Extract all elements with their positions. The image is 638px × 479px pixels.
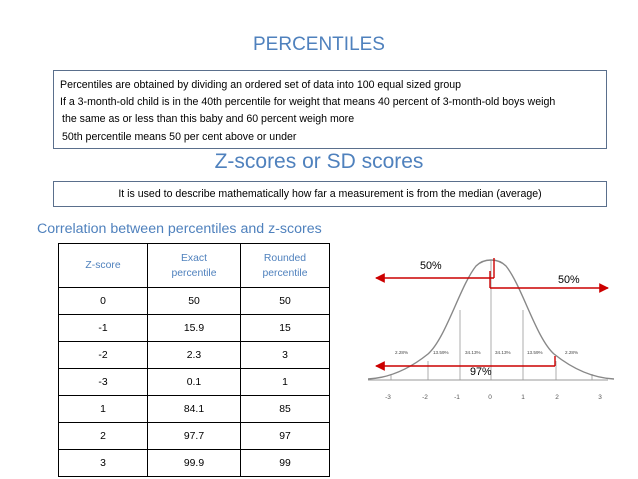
exact-percentile-cell: 15.9	[148, 315, 241, 342]
exact-percentile-cell: 97.7	[148, 423, 241, 450]
zscore-percentile-table	[58, 243, 330, 477]
band-label: 13.59%	[527, 350, 543, 355]
definition-line: Percentiles are obtained by dividing an ordered set of data into 100 equal sized group	[60, 79, 462, 91]
exact-percentile-cell: 2.3	[148, 342, 241, 369]
zscore-title: Z-scores or SD scores	[214, 150, 424, 173]
zscore-cell: -2	[59, 342, 148, 369]
x-tick-label: 2	[555, 394, 559, 401]
exact-percentile-cell: 0.1	[148, 369, 241, 396]
table-row	[59, 396, 330, 423]
table-row	[59, 450, 330, 477]
zscore-cell: 0	[59, 288, 148, 315]
table-row	[59, 369, 330, 396]
rounded-percentile-cell: 1	[241, 369, 330, 396]
rounded-percentile-cell: 97	[241, 423, 330, 450]
band-label: 2.28%	[565, 350, 579, 355]
zscore-description-box	[53, 181, 607, 207]
table-row	[59, 288, 330, 315]
band-label: 2.28%	[395, 350, 409, 355]
zscore-cell: -1	[59, 315, 148, 342]
table-row	[59, 342, 330, 369]
rounded-percentile-cell: 85	[241, 396, 330, 423]
normal-curve-svg	[368, 246, 630, 406]
page-title: PERCENTILES	[253, 34, 385, 55]
zscore-description: It is used to describe mathematically how far a measurement is from the median (average)	[118, 188, 542, 200]
zscore-cell: 2	[59, 423, 148, 450]
table-row	[59, 315, 330, 342]
column-header-rounded-percentile: Rounded percentile	[241, 244, 330, 288]
rounded-percentile-cell: 50	[241, 288, 330, 315]
definition-line: 50th percentile means 50 per cent above or under	[62, 130, 297, 143]
x-tick-label: 0	[488, 394, 492, 401]
left-arrow-label: 50%	[420, 260, 442, 272]
percentile-definition-box	[53, 70, 607, 149]
x-tick-label: 3	[598, 394, 602, 401]
rounded-percentile-cell: 99	[241, 450, 330, 477]
zscore-cell: 3	[59, 450, 148, 477]
table-header-row	[59, 244, 330, 288]
band-label: 34.13%	[495, 350, 511, 355]
rounded-percentile-cell: 3	[241, 342, 330, 369]
exact-percentile-cell: 84.1	[148, 396, 241, 423]
x-tick-label: 1	[521, 394, 525, 401]
normal-distribution-figure	[368, 246, 630, 411]
x-tick-label: -1	[454, 394, 460, 401]
rounded-percentile-cell: 15	[241, 315, 330, 342]
column-header-zscore: Z-score	[59, 244, 148, 288]
exact-percentile-cell: 99.9	[148, 450, 241, 477]
bottom-arrow-label: 97%	[470, 366, 492, 378]
band-label: 13.59%	[433, 350, 449, 355]
band-label: 34.13%	[465, 350, 481, 355]
definition-line: If a 3-month-old child is in the 40th percentile for weight that means 40 percent of 3-month-old boys weigh	[60, 96, 556, 109]
table-row	[59, 423, 330, 450]
zscore-cell: 1	[59, 396, 148, 423]
right-arrow-label: 50%	[558, 274, 580, 286]
x-tick-label: -2	[422, 394, 428, 401]
exact-percentile-cell: 50	[148, 288, 241, 315]
column-header-exact-percentile: Exact percentile	[148, 244, 241, 288]
x-tick-label: -3	[385, 394, 391, 401]
definition-line: the same as or less than this baby and 60 percent weigh more	[62, 113, 355, 126]
correlation-heading: Correlation between percentiles and z-scores	[37, 221, 322, 237]
zscore-cell: -3	[59, 369, 148, 396]
